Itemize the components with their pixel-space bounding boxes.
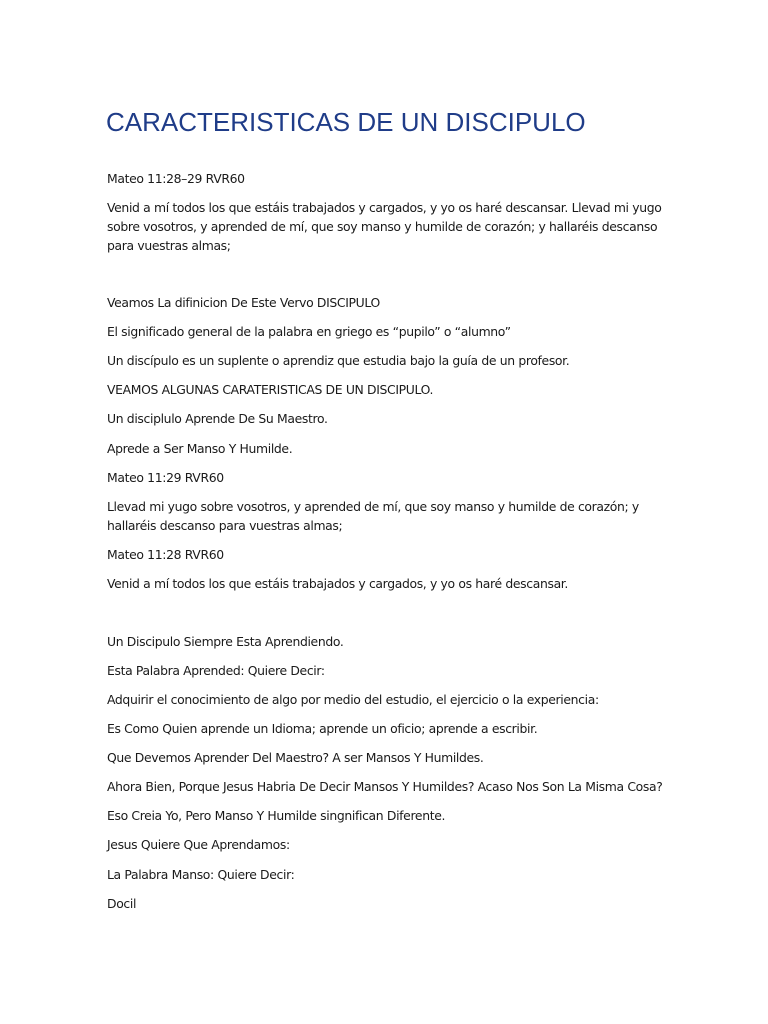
paragraph-disciple-definition: Un discípulo es un suplente o aprendiz que estudia bajo la guía de un profesor. (107, 353, 570, 368)
paragraph-meek-humble: Aprede a Ser Manso Y Humilde. (107, 441, 293, 456)
paragraph-docil: Docil (107, 896, 137, 911)
paragraph-always-learning: Un Discipulo Siempre Esta Aprendiendo. (107, 634, 344, 649)
scripture-reference: Mateo 11:28–29 RVR60 (107, 171, 245, 186)
scripture-quote: Venid a mí todos los que estáis trabajados y cargados, y yo os haré descansar. (107, 576, 569, 591)
scripture-quote: Llevad mi yugo sobre vosotros, y aprended de mí, que soy manso y humilde de corazón; y hallaréis descanso para vuestras almas; (107, 499, 639, 533)
paragraph-jesus-wants: Jesus Quiere Que Aprendamos: (107, 837, 290, 852)
document-title: CARACTERISTICAS DE UN DISCIPULO (106, 107, 586, 137)
paragraph-word-meaning: Esta Palabra Aprended: Quiere Decir: (107, 663, 325, 678)
scripture-reference: Mateo 11:29 RVR60 (107, 470, 224, 485)
paragraph-characteristics-heading: VEAMOS ALGUNAS CARATERISTICAS DE UN DISCIPULO. (107, 382, 434, 397)
paragraph-greek-meaning: El significado general de la palabra en griego es “pupilo” o “alumno” (107, 324, 511, 339)
paragraph-learns-from-master: Un disciplulo Aprende De Su Maestro. (107, 411, 328, 426)
scripture-reference: Mateo 11:28 RVR60 (107, 547, 224, 562)
paragraph-what-to-learn: Que Devemos Aprender Del Maestro? A ser Mansos Y Humildes. (107, 750, 484, 765)
scripture-quote: Venid a mí todos los que estáis trabajados y cargados, y yo os haré descansar. Llevad mi yugo sobre vosotros, y aprended de mí, que soy manso y humilde de corazón; y hallaréis descanso para vuestras almas; (107, 200, 662, 253)
paragraph-definition-heading: Veamos La difinicion De Este Vervo DISCIPULO (107, 295, 380, 310)
paragraph-difference: Eso Creia Yo, Pero Manso Y Humilde singnifican Diferente. (107, 808, 446, 823)
paragraph-manso-meaning: La Palabra Manso: Quiere Decir: (107, 867, 295, 882)
paragraph-examples: Es Como Quien aprende un Idioma; aprende un oficio; aprende a escribir. (107, 721, 538, 736)
paragraph-acquire-knowledge: Adquirir el conocimiento de algo por medio del estudio, el ejercicio o la experiencia: (107, 692, 599, 707)
paragraph-question: Ahora Bien, Porque Jesus Habria De Decir Mansos Y Humildes? Acaso Nos Son La Misma Cosa? (107, 779, 663, 794)
